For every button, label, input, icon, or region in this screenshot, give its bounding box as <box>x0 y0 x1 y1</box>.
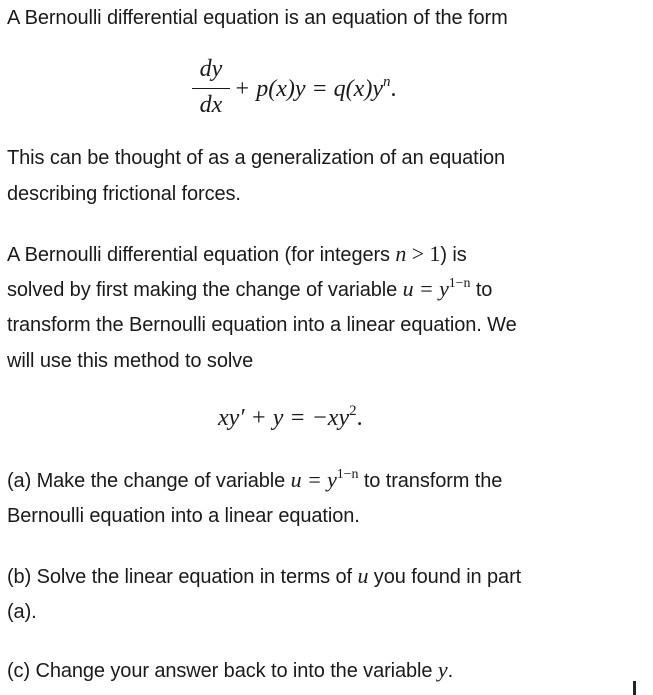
part-b-line2: (a). <box>7 601 37 623</box>
para2-line4: will use this method to solve <box>7 350 254 372</box>
math-n: n <box>395 241 407 266</box>
text-cursor-mark <box>633 681 636 695</box>
fraction-bar <box>192 88 230 89</box>
para1-line1: This can be thought of as a generalization of an equation <box>7 147 505 169</box>
math-exponent: 1−n <box>336 467 359 482</box>
equation-rhs <box>234 75 396 106</box>
para1-line2: describing frictional forces. <box>7 183 241 205</box>
math-substitution: u = y <box>290 467 337 492</box>
para2-line1: A Bernoulli differential equation (for integers n > 1) is <box>7 241 467 266</box>
math-exponent: 1−n <box>448 276 471 291</box>
math-relation: > 1 <box>406 241 441 266</box>
intro-text: A Bernoulli differential equation is an equation of the form <box>7 7 508 29</box>
para2-line2: solved by first making the change of variable $u = y^{1-n}$ to <box>7 276 493 301</box>
math-u: u <box>357 563 369 588</box>
fraction-denominator: dx <box>199 92 223 118</box>
part-c-line1: (c) Change your answer back to into the variable y. <box>7 657 454 682</box>
equation-period: . <box>390 76 397 102</box>
para2-line3: transform the Bernoulli equation into a linear equation. We <box>7 314 517 336</box>
math-y: y <box>437 657 448 682</box>
part-b-line1: (b) Solve the linear equation in terms of u you found in part <box>7 563 522 588</box>
target-equation-period: . <box>356 405 363 431</box>
equation-terms: + p(x)y = q(x)y <box>234 76 383 102</box>
part-a-line1: (a) Make the change of variable $u = y^{1-n}$ to transform the <box>7 467 503 492</box>
equation-exponent: n <box>382 74 391 90</box>
fraction-numerator: dy <box>199 56 223 82</box>
part-a-line2: Bernoulli equation into a linear equation. <box>7 505 360 527</box>
target-equation-terms: xy′ + y = −xy <box>218 405 350 431</box>
math-substitution: u = y <box>402 276 449 301</box>
target-equation <box>218 403 363 436</box>
target-equation-exponent: 2 <box>349 403 357 419</box>
